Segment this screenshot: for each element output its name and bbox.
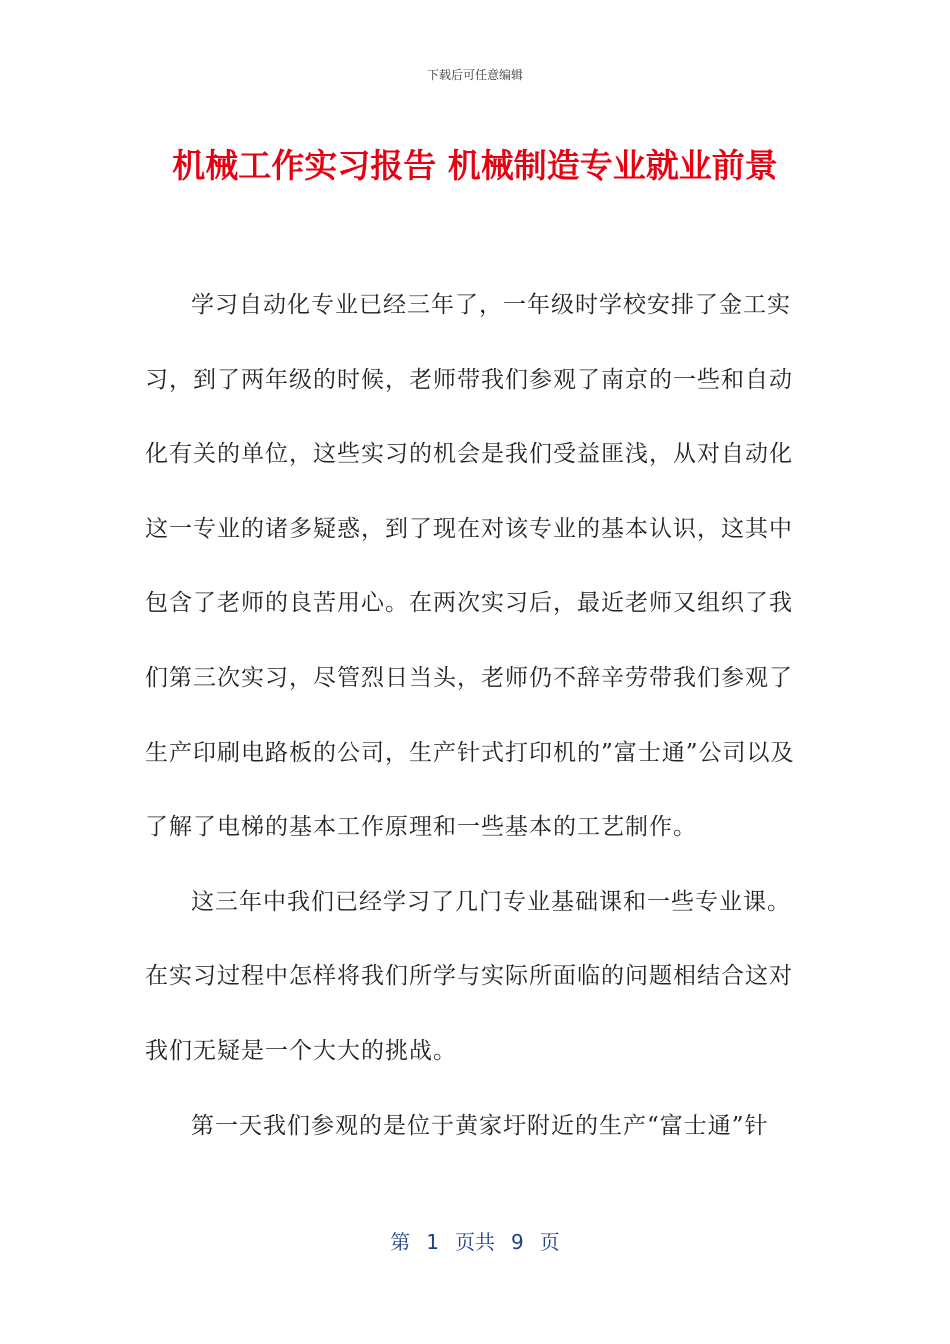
header-note: 下载后可任意编辑 <box>426 68 523 82</box>
paragraph-1: 学习自动化专业已经三年了，一年级时学校安排了金工实习，到了两年级的时候，老师带我们参观了南京的一些和自动化有关的单位，这些实习的机会是我们受益匪浅，从对自动化这一专业的诸多疑惑，到了现在对该专业的基本认识，这其中包含了老师的良苦用心。在两次实习后，最近老师又组织了我们第三次实习，尽管烈日当头，老师仍不辞辛劳带我们参观了生产印刷电路板的公司，生产针式打印机的”富士通”公司以及了解了电梯的基本工作原理和一些基本的工艺制作。 <box>145 292 795 841</box>
footer-suffix: 页 <box>539 1230 560 1254</box>
document-title: 机械工作实习报告 机械制造专业就业前景 <box>172 146 778 185</box>
footer-page-number: 1 <box>426 1230 439 1254</box>
footer-prefix: 第 <box>390 1230 411 1254</box>
paragraph-3: 第一天我们参观的是位于黄家圩附近的生产“富士通”针 <box>191 1112 769 1139</box>
paragraph-2: 这三年中我们已经学习了几门专业基础课和一些专业课。在实习过程中怎样将我们所学与实际所面临的问题相结合这对我们无疑是一个大大的挑战。 <box>145 888 793 1064</box>
footer-middle: 页共 <box>455 1230 495 1254</box>
footer-total-pages: 9 <box>511 1230 524 1254</box>
page-footer <box>0 1226 950 1255</box>
document-body <box>145 268 805 1163</box>
